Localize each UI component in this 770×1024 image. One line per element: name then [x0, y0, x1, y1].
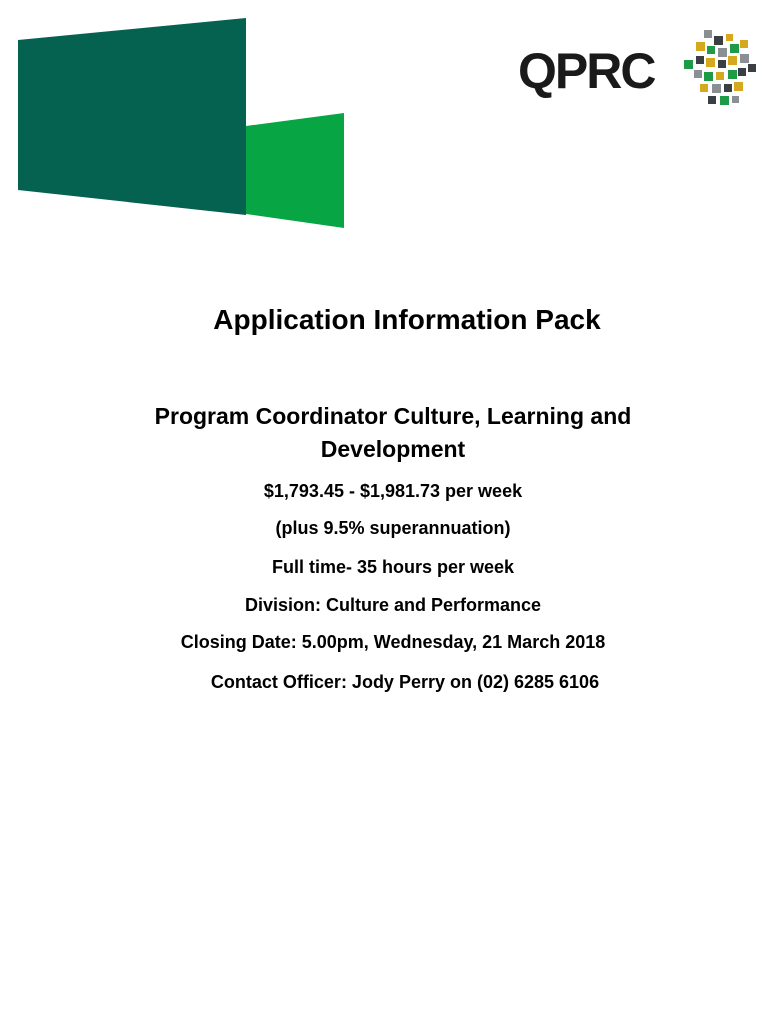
- contact-officer: Contact Officer: Jody Perry on (02) 6285 6106: [210, 672, 600, 692]
- page-title: Application Information Pack: [213, 304, 601, 335]
- closing-date: Closing Date: 5.00pm, Wednesday, 21 March 2018: [180, 632, 606, 652]
- banner-light-green-block: [246, 113, 344, 228]
- superannuation-note: (plus 9.5% superannuation): [275, 518, 511, 538]
- position-title: Program Coordinator Culture, Learning and Development: [154, 403, 632, 462]
- banner-dark-green-block: [18, 18, 246, 215]
- division-line: Division: Culture and Performance: [244, 595, 542, 615]
- header-banner-graphic: [0, 0, 360, 240]
- qprc-logo: [518, 26, 758, 110]
- employment-type: Full time- 35 hours per week: [271, 557, 515, 577]
- salary-range: $1,793.45 - $1,981.73 per week: [263, 481, 523, 501]
- logo-wordmark: QPRC: [518, 43, 655, 99]
- qprc-mosaic-icon: [674, 26, 758, 110]
